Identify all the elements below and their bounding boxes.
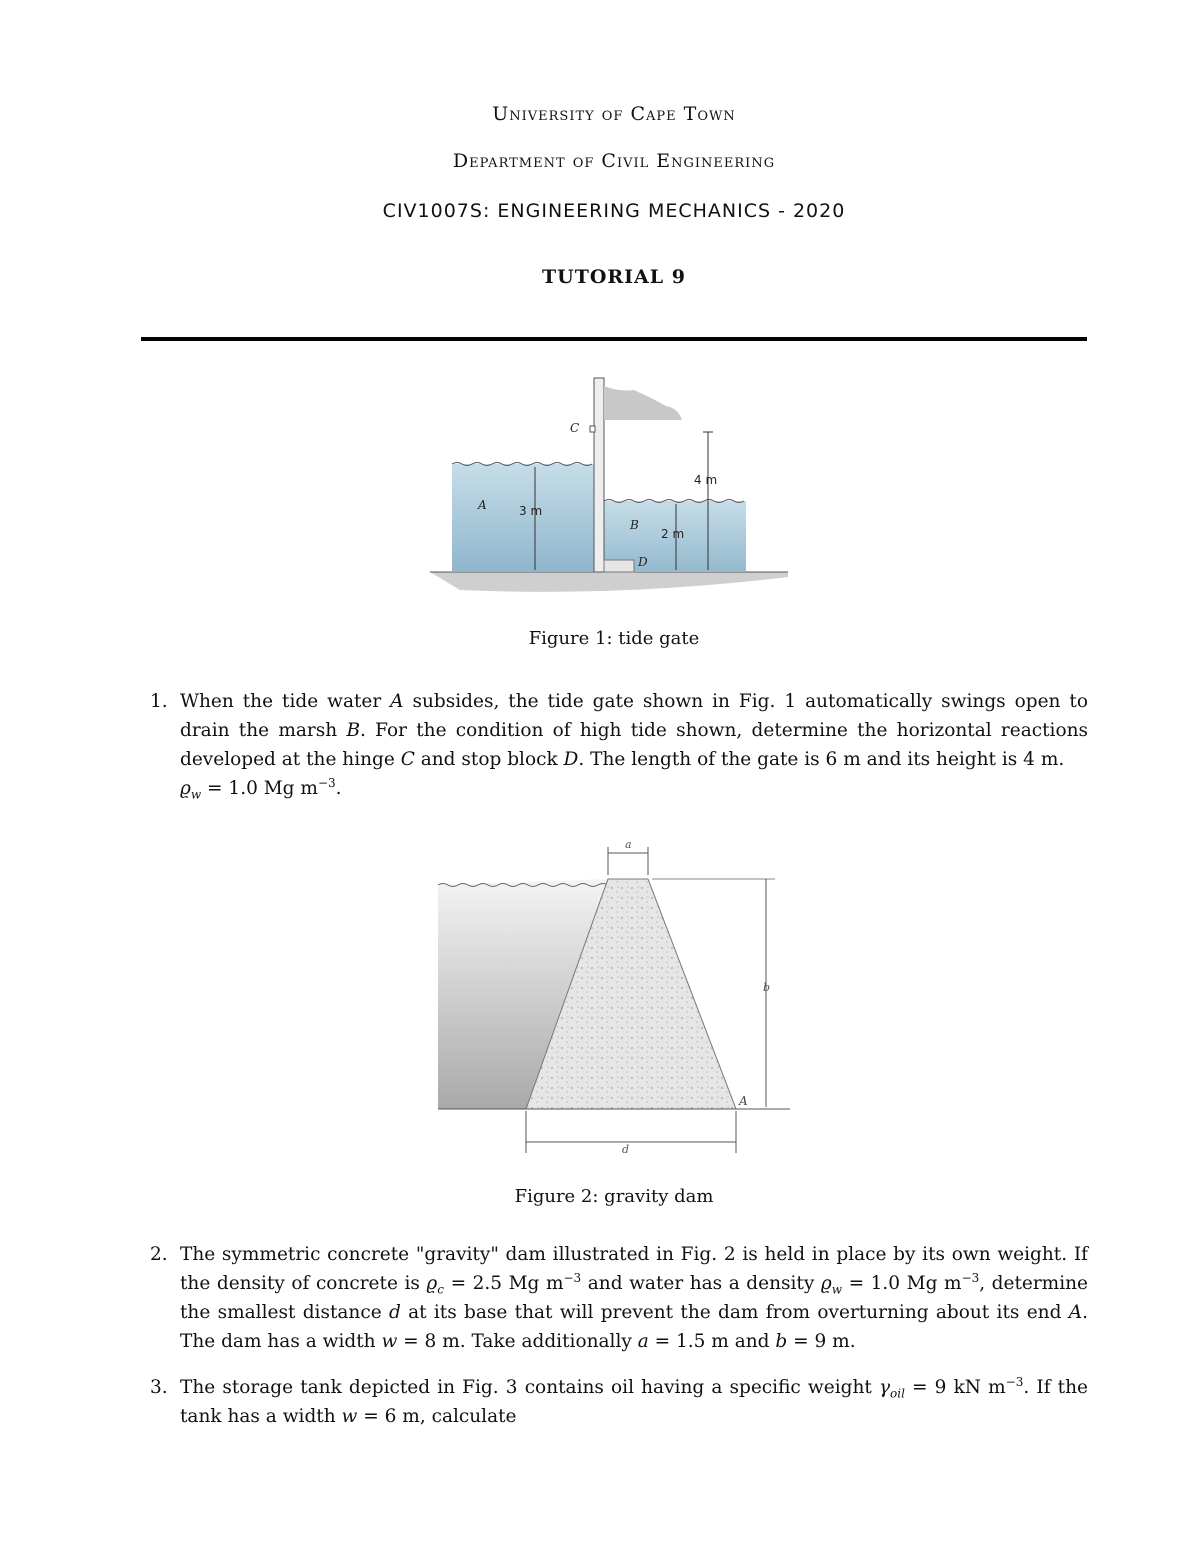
label-a: A (478, 498, 487, 512)
q2-val-w: = 1.0 Mg m (842, 1273, 962, 1294)
question-3 (150, 1373, 1088, 1431)
university-name: University of Cape Town (492, 103, 736, 125)
q2-text-8: = 9 m. (787, 1331, 856, 1352)
course-title: CIV1007S: ENGINEERING MECHANICS - 2020 (382, 200, 846, 222)
q1-eq: = 1.0 Mg m (201, 778, 318, 799)
q2-var-a-end: A (1068, 1302, 1083, 1323)
tutorial-title: TUTORIAL 9 (541, 266, 686, 288)
q1-end: . (335, 778, 342, 799)
question-1 (150, 687, 1088, 803)
label-d-dim: d (622, 1143, 630, 1155)
label-a-dim: a (625, 838, 632, 851)
q2-rho-w-sub: w (831, 1282, 843, 1297)
q3-var-w: w (341, 1406, 358, 1427)
q1-var-d: D (563, 749, 579, 770)
q3-text-2: = 9 kN m (904, 1377, 1006, 1398)
tide-gate-figure (420, 372, 800, 607)
q2-rho-w: ϱ (820, 1273, 832, 1294)
q2-rho-c: ϱ (426, 1273, 438, 1294)
department-name: Department of Civil Engineering (452, 150, 776, 172)
figure2-caption: Figure 2: gravity dam (514, 1186, 714, 1207)
question-3-number: 3. (150, 1377, 168, 1398)
q2-text-6: = 8 m. Take additionally (397, 1331, 638, 1352)
figure1-caption: Figure 1: tide gate (528, 628, 700, 649)
label-b-dim: b (763, 981, 771, 994)
label-2m: 2 m (661, 527, 685, 541)
ground (430, 572, 788, 592)
q3-gamma-sub: oil (890, 1386, 905, 1401)
gravity-dam-figure (430, 835, 800, 1155)
q3-text-1: The storage tank depicted in Fig. 3 contains oil having a specific weight (180, 1377, 879, 1398)
q2-exp-2: −3 (961, 1270, 980, 1285)
q2-rho-c-sub: c (437, 1282, 445, 1297)
q3-gamma: γ (878, 1377, 890, 1398)
q2-var-a: a (637, 1331, 649, 1352)
q2-var-d: d (388, 1302, 401, 1323)
q1-rho-sub: w (190, 787, 202, 802)
q1-var-a: A (390, 691, 404, 712)
q2-var-w: w (381, 1331, 398, 1352)
label-end-a: A (739, 1094, 748, 1108)
q1-text-3: . For the condition of high tide shown, determine the horizontal reactions developed at the hinge (180, 720, 1088, 770)
header-rule (141, 337, 1087, 341)
question-1-number: 1. (150, 691, 168, 712)
q1-text-4: and stop block (414, 749, 564, 770)
q1-text-5: . The length of the gate is 6 m and its height is 4 m. (578, 749, 1065, 770)
stop-block (604, 560, 634, 572)
label-b: B (630, 518, 639, 532)
q1-exp: −3 (317, 775, 336, 790)
label-4m: 4 m (694, 473, 718, 487)
q2-text-1: The symmetric concrete "gravity" dam illustrated in Fig. 2 is held in place by its own weight. If the density of concrete is (180, 1244, 1088, 1294)
q2-val-c: = 2.5 Mg m (444, 1273, 564, 1294)
label-d: D (638, 555, 648, 569)
label-c: C (570, 421, 580, 435)
q2-text-7: = 1.5 m and (648, 1331, 776, 1352)
q3-text-3: . If the tank has a width (180, 1377, 1088, 1427)
question-2-number: 2. (150, 1244, 168, 1265)
q2-var-b: b (775, 1331, 788, 1352)
q2-text-4: at its base that will prevent the dam from overturning about its end (400, 1302, 1069, 1323)
label-3m: 3 m (519, 504, 543, 518)
q2-exp-1: −3 (563, 1270, 582, 1285)
q2-text-3: , determine the smallest distance (180, 1273, 1088, 1323)
water-a (452, 464, 594, 572)
q1-text-2: subsides, the tide gate shown in Fig. 1 automatically swings open to drain the marsh (180, 691, 1088, 741)
q3-text-4: = 6 m, calculate (357, 1406, 517, 1427)
q1-var-b: B (346, 720, 361, 741)
question-2 (150, 1240, 1088, 1356)
q2-text-2: and water has a density (581, 1273, 821, 1294)
q1-var-c: C (400, 749, 415, 770)
gate (594, 378, 604, 572)
q1-rho: ϱ (180, 778, 191, 799)
q3-exp: −3 (1005, 1374, 1024, 1389)
q2-text-5: . The dam has a width (180, 1302, 1088, 1352)
q1-text-1: When the tide water (180, 691, 391, 712)
